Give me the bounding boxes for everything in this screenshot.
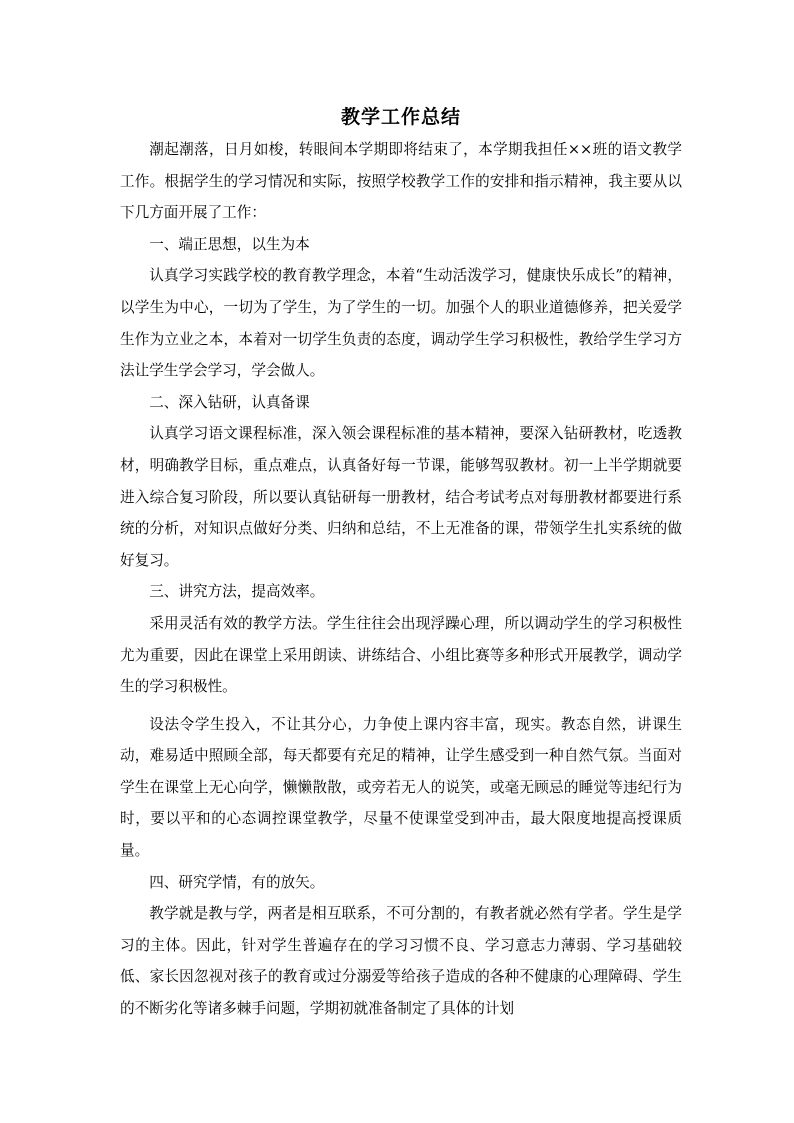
section-heading-3: 三、讲究方法，提高效率。 [149,583,325,601]
paragraph-section-1: 认真学习实践学校的教育教学理念，本着“生动活泼学习，健康快乐成长”的精神，以学生为中心，一切为了学生，为了学生的一切。加强个人的职业道德修养，把关爱学生作为立业之本，本着对一切学生负责的态度，调动学生学习积极性，教给学生学习方法让学生学会学习，学会做人。 [120,267,682,380]
paragraph-section-3b: 设法令学生投入，不让其分心，力争使上课内容丰富，现实。教态自然，讲课生动，难易适中照顾全部，每天都要有充足的精神，让学生感受到一种自然气氛。当面对学生在课堂上无心向学，懒懒散散，或旁若无人的说笑，或毫无顾忌的睡觉等违纪行为时，要以平和的心态调控课堂教学，尽量不使课堂受到冲击，最大限度地提高授课质量。 [120,715,682,860]
paragraph-section-2: 认真学习语文课程标准，深入领会课程标准的基本精神，要深入钻研教材，吃透教材，明确教学目标，重点难点，认真备好每一节课，能够驾驭教材。初一上半学期就要进入综合复习阶段，所以要认真钻研每一册教材，结合考试考点对每册教材都要进行系统的分析，对知识点做好分类、归纳和总结，不上无准备的课，带领学生扎实系统的做好复习。 [120,425,682,569]
paragraph-section-3a: 采用灵活有效的教学方法。学生往往会出现浮躁心理，所以调动学生的学习积极性尤为重要，因此在课堂上采用朗读、讲练结合、小组比赛等多种形式开展教学，调动学生的学习积极性。 [120,614,682,696]
section-heading-2: 二、深入钻研，认真备课 [149,393,310,411]
document-page [120,100,682,1025]
paragraph-intro: 潮起潮落，日月如梭，转眼间本学期即将结束了，本学期我担任××班的语文教学工作。根据学生的学习情况和实际，按照学校教学工作的安排和指示精神，我主要从以下几方面开展了工作： [120,141,682,222]
section-heading-1: 一、端正思想，以生为本 [149,235,310,253]
paragraph-section-4: 教学就是教与学，两者是相互联系，不可分割的，有教者就必然有学者。学生是学习的主体。因此，针对学生普遍存在的学习习惯不良、学习意志力薄弱、学习基础较低、家长因忽视对孩子的教育或过分溺爱等给孩子造成的各种不健康的心理障碍、学生的不断劣化等诸多棘手问题，学期初就准备制定了具体的计划 [120,905,682,1018]
document-title: 教学工作总结 [340,106,461,128]
section-heading-4: 四、研究学情，有的放矢。 [149,873,325,891]
